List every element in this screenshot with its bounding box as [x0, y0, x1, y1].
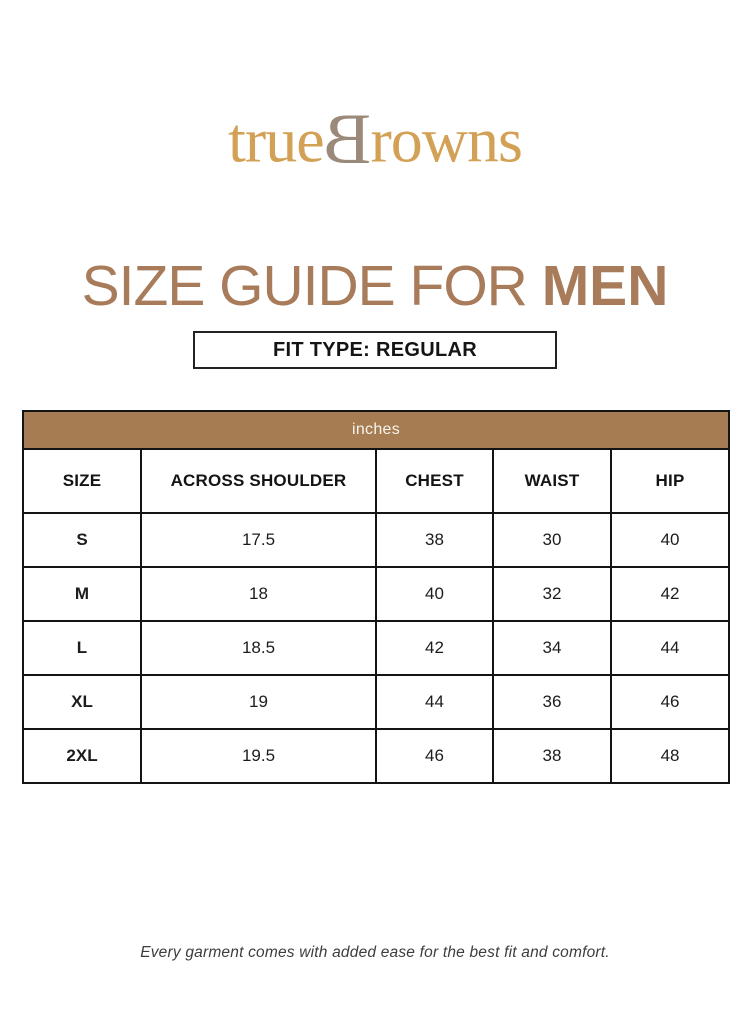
table-row-xl	[23, 675, 729, 729]
hip-value: 42	[611, 567, 729, 621]
table-row-2xl	[23, 729, 729, 783]
waist-value: 38	[493, 729, 611, 783]
column-header-waist: WAIST	[493, 449, 611, 513]
table-row-l	[23, 621, 729, 675]
chest-value: 44	[376, 675, 493, 729]
table-row-s	[23, 513, 729, 567]
page-title-bold: MEN	[541, 254, 669, 318]
size-label: M	[23, 567, 141, 621]
size-label: 2XL	[23, 729, 141, 783]
hip-value: 44	[611, 621, 729, 675]
chest-value: 42	[376, 621, 493, 675]
across-shoulder-value: 18	[141, 567, 376, 621]
fit-type-box	[193, 331, 557, 369]
column-header-hip: HIP	[611, 449, 729, 513]
size-label: L	[23, 621, 141, 675]
brand-logo-prefix: true	[228, 104, 324, 176]
across-shoulder-value: 19	[141, 675, 376, 729]
waist-value: 34	[493, 621, 611, 675]
size-label: XL	[23, 675, 141, 729]
across-shoulder-value: 17.5	[141, 513, 376, 567]
brand-logo-mirrored-b: B	[323, 99, 371, 179]
across-shoulder-value: 18.5	[141, 621, 376, 675]
table-row-m	[23, 567, 729, 621]
page-title-regular: SIZE GUIDE FOR	[81, 254, 542, 318]
hip-value: 40	[611, 513, 729, 567]
across-shoulder-value: 19.5	[141, 729, 376, 783]
unit-header-row	[23, 411, 729, 449]
column-header-chest: CHEST	[376, 449, 493, 513]
hip-value: 46	[611, 675, 729, 729]
fit-type-label: FIT TYPE: REGULAR	[273, 338, 477, 361]
size-table-container	[22, 410, 728, 784]
brand-logo-suffix: rowns	[370, 104, 522, 176]
size-label: S	[23, 513, 141, 567]
chest-value: 46	[376, 729, 493, 783]
unit-header: inches	[23, 411, 729, 449]
column-header-size: SIZE	[23, 449, 141, 513]
chest-value: 38	[376, 513, 493, 567]
waist-value: 36	[493, 675, 611, 729]
size-chart-table	[22, 410, 730, 784]
page-title	[0, 251, 750, 322]
waist-value: 30	[493, 513, 611, 567]
column-header-across-shoulder: ACROSS SHOULDER	[141, 449, 376, 513]
brand-logo	[0, 99, 750, 179]
hip-value: 48	[611, 729, 729, 783]
waist-value: 32	[493, 567, 611, 621]
footer-note: Every garment comes with added ease for the best fit and comfort.	[140, 944, 610, 961]
column-header-row	[23, 449, 729, 513]
chest-value: 40	[376, 567, 493, 621]
